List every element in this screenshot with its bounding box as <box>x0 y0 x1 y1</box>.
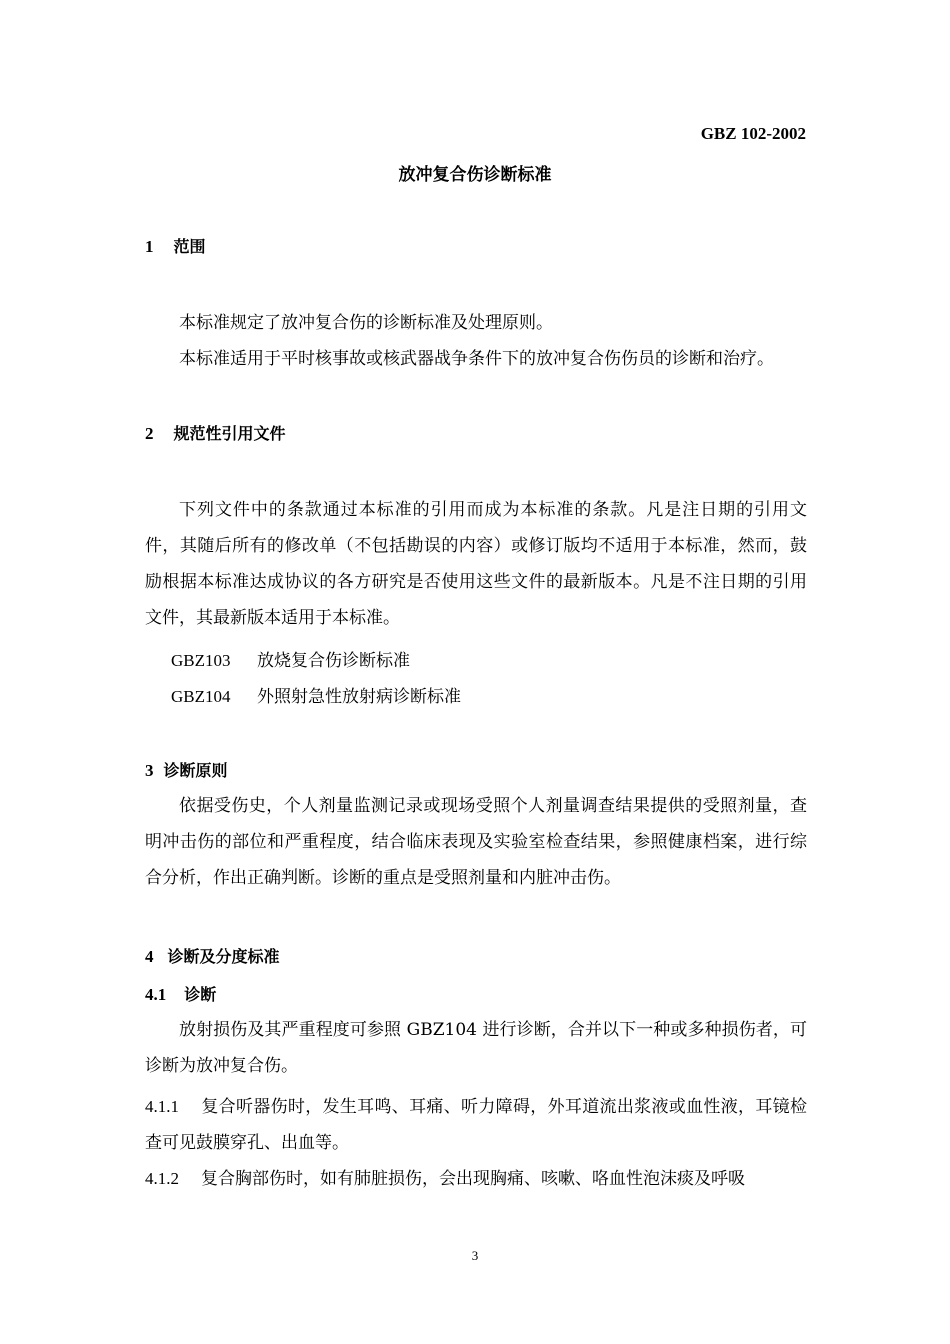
section-4-1-heading <box>145 982 216 1005</box>
section-2-heading <box>145 421 286 444</box>
clause-number: 4.1.2 <box>145 1169 179 1188</box>
paragraph: 本标准适用于平时核事故或核武器战争条件下的放冲复合伤伤员的诊断和治疗。 <box>179 349 774 369</box>
clause-item <box>145 1089 807 1161</box>
section-number: 4 <box>145 947 154 966</box>
standard-code: GBZ 102-2002 <box>700 124 806 143</box>
section-number: 2 <box>145 424 154 443</box>
section-4-heading <box>145 944 280 967</box>
reference-item <box>171 646 410 671</box>
section-title: 诊断原则 <box>163 761 228 780</box>
section-title: 诊断 <box>184 985 217 1004</box>
paragraph: 下列文件中的条款通过本标准的引用而成为本标准的条款。凡是注日期的引用文件，其随后所有的修改单（不包括勘误的内容）或修订版均不适用于本标准，然而，鼓励根据本标准达成协议的各方研究是否使用这些文件的最新版本。凡是不注日期的引用文件，其最新版本适用于本标准。 <box>145 500 807 628</box>
page-number: 3 <box>471 1248 479 1263</box>
reference-code: GBZ103 <box>171 651 231 670</box>
section-1-heading <box>145 234 206 257</box>
paragraph: 依据受伤史，个人剂量监测记录或现场受照个人剂量调查结果提供的受照剂量，查明冲击伤的部位和严重程度，结合临床表现及实验室检查结果，参照健康档案，进行综合分析，作出正确判断。诊断的重点是受照剂量和内脏冲击伤。 <box>145 796 807 888</box>
section-title: 诊断及分度标准 <box>167 947 280 966</box>
reference-code: GBZ104 <box>171 687 231 706</box>
section-title: 范围 <box>173 237 206 256</box>
section-number: 1 <box>145 237 154 256</box>
clause-text: 复合胸部伤时，如有肺脏损伤，会出现胸痛、咳嗽、咯血性泡沫痰及呼吸 <box>201 1169 745 1189</box>
reference-name: 外照射急性放射病诊断标准 <box>257 687 461 707</box>
section-3-heading <box>145 758 228 781</box>
paragraph: 本标准规定了放冲复合伤的诊断标准及处理原则。 <box>179 313 553 333</box>
document-title: 放冲复合伤诊断标准 <box>398 165 552 185</box>
clause-text: 复合听器伤时，发生耳鸣、耳痛、听力障碍，外耳道流出浆液或血性液，耳镜检查可见鼓膜穿孔、出血等。 <box>145 1097 807 1153</box>
reference-item <box>171 682 461 707</box>
clause-number: 4.1.1 <box>145 1097 179 1116</box>
section-title: 规范性引用文件 <box>173 424 286 443</box>
section-number: 3 <box>145 761 154 780</box>
reference-name: 放烧复合伤诊断标准 <box>257 651 410 671</box>
paragraph: 放射损伤及其严重程度可参照 GBZ104 进行诊断，合并以下一种或多种损伤者，可诊断为放冲复合伤。 <box>145 1020 807 1076</box>
section-number: 4.1 <box>145 985 167 1004</box>
clause-item <box>145 1161 807 1197</box>
